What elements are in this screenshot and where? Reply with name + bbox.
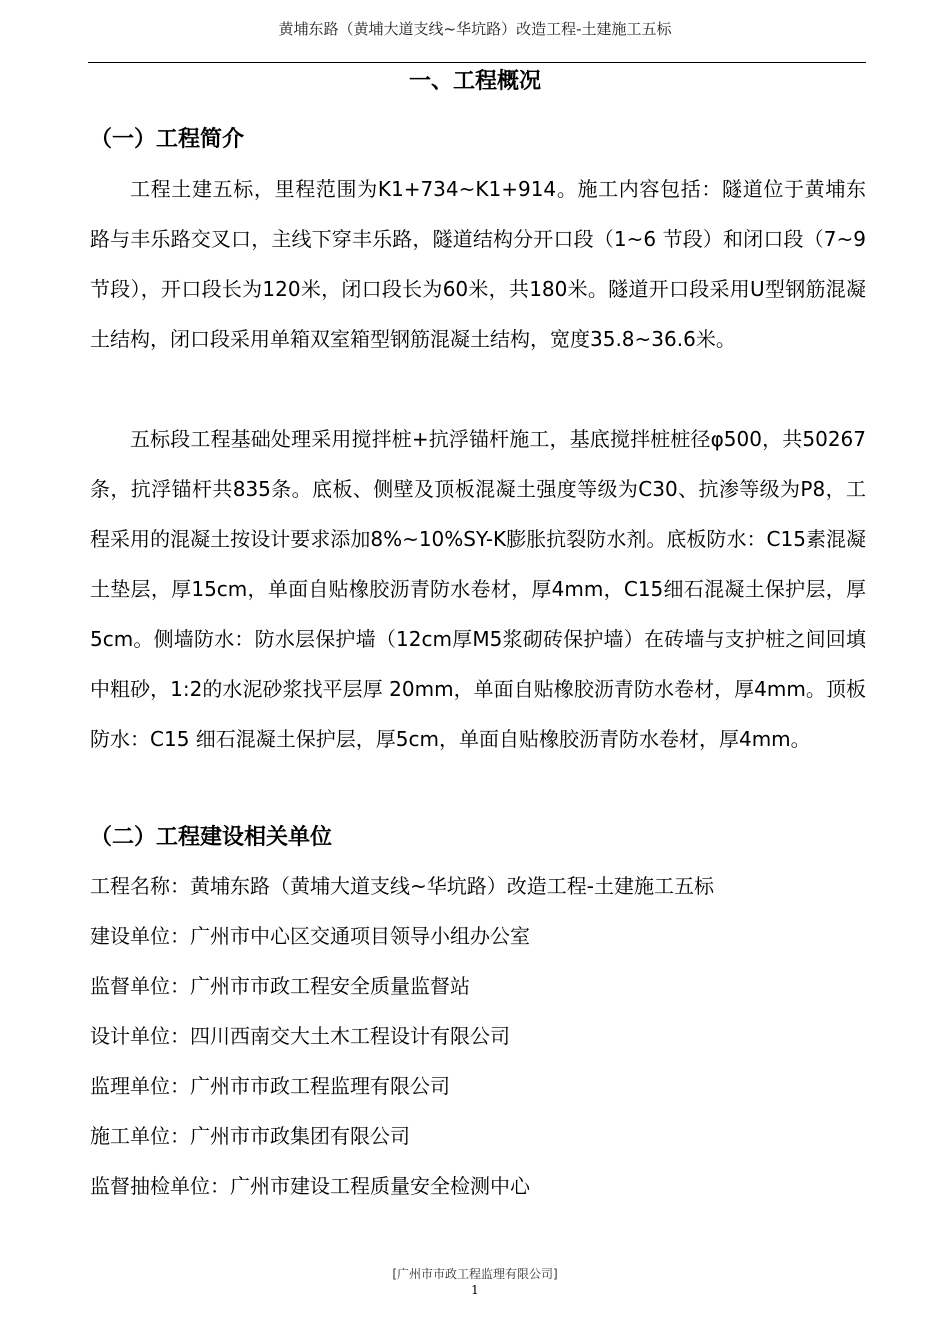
list-item-inspection-unit: 监督抽检单位：广州市建设工程质量安全检测中心 [90,1174,530,1198]
list-item-contractor: 施工单位：广州市市政集团有限公司 [90,1124,410,1148]
paragraph-construction: 五标段工程基础处理采用搅拌桩+抗浮锚杆施工，基底搅拌桩桩径φ500，共50267条，抗浮锚杆共835条。底板、侧壁及顶板混凝土强度等级为C30、抗渗等级为P8，工程采用的混凝土按设计要求添加8%~10%SY-K膨胀抗裂防水剂。底板防水：C15素混凝土垫层，厚15cm，单面自贴橡胶沥青防水卷材，厚4mm，C15细石混凝土保护层，厚5cm。侧墙防水：防水层保护墙（12cm厚M5浆砌砖保护墙）在砖墙与支护桩之间回填中粗砂，1:2的水泥砂浆找平层厚 20mm，单面自贴橡胶沥青防水卷材，厚4mm。顶板防水：C15 细石混凝土保护层，厚5cm，单面自贴橡胶沥青防水卷材，厚4mm。 [90,427,866,751]
footer-company: [广州市市政工程监理有限公司] [392,1267,558,1281]
list-item-designer: 设计单位：四川西南交大土木工程设计有限公司 [90,1024,510,1048]
section-title-overview: （一）工程简介 [90,127,245,152]
header-rule [88,62,866,63]
list-item-supervisor: 监理单位：广州市市政工程监理有限公司 [90,1074,450,1098]
paragraph-scope: 工程土建五标，里程范围为K1+734~K1+914。施工内容包括：隧道位于黄埔东路与丰乐路交叉口，主线下穿丰乐路，隧道结构分开口段（1~6 节段）和闭口段（7~9节段），开口段长为120米，闭口段长为60米，共180米。隧道开口段采用U型钢筋混凝土结构，闭口段采用单箱双室箱型钢筋混凝土结构，宽度35.8~36.6米。 [90,177,866,351]
list-item-owner: 建设单位：广州市中心区交通项目领导小组办公室 [90,924,530,948]
chapter-title: 一、工程概况 [408,69,541,94]
list-item-project-name: 工程名称：黄埔东路（黄埔大道支线~华坑路）改造工程-土建施工五标 [90,874,714,898]
parties-list [90,861,866,1211]
page-number: 1 [471,1283,479,1297]
running-header: 黄埔东路（黄埔大道支线~华坑路）改造工程-土建施工五标 [278,20,672,38]
section-title-parties: （二）工程建设相关单位 [90,825,333,850]
list-item-supervision-authority: 监督单位：广州市市政工程安全质量监督站 [90,974,470,998]
